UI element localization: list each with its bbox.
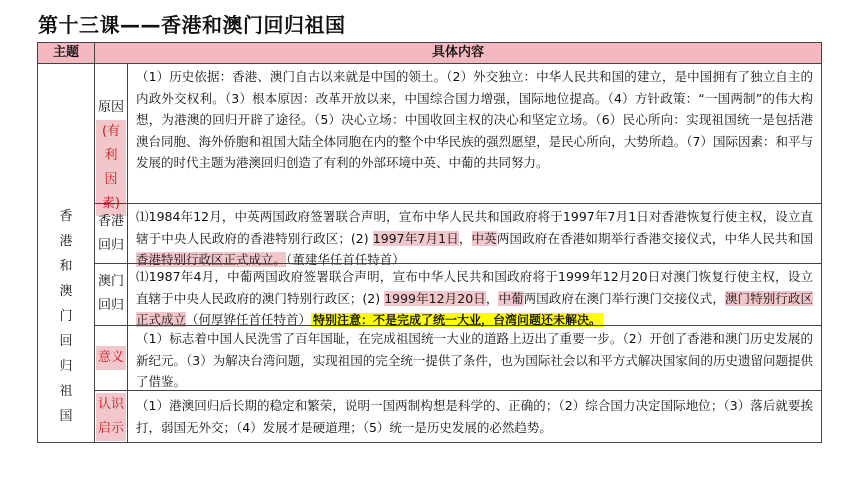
- label-significance: [94, 325, 128, 391]
- significance-content: （1）标志着中国人民洗雪了百年国耻，在完成祖国统一大业的道路上迈出了重要一步。（2）开创了香港和澳门历史发展的新纪元。（3）为解决台湾问题，实现祖国的完全统一提供了条件，也为国际社会以和平方式解决国家间的历史遗留问题提供了借鉴。: [127, 325, 822, 391]
- hk-sep: ，: [458, 230, 472, 246]
- macau-sep: ，: [485, 290, 499, 306]
- summary-table: [37, 42, 822, 443]
- hk-date-highlight: 1997年7月1日: [372, 230, 459, 246]
- macau-party-highlight: 中葡: [498, 290, 524, 306]
- special-note: 特别注意：不是完成了统一大业，台湾问题还未解决。: [313, 313, 602, 327]
- macau-text-a: ⑴1987年4月，中葡两国政府签署联合声明，宣布中华人民共和国政府将于1999年12月20日对澳门恢复行使主权，设立直辖于中央人民政府的澳门特别行政区；(2): [136, 269, 813, 306]
- hk-party-highlight: 中英: [471, 230, 497, 246]
- macau-content: [127, 263, 822, 326]
- reason-label-3: 因素): [96, 168, 126, 216]
- significance-label: 意义: [96, 346, 126, 370]
- hk-text-b: 两国政府在香港如期举行香港交接仪式，中华人民共和国: [496, 230, 813, 246]
- theme-text: 香港和澳门回归祖国: [59, 209, 73, 424]
- reason-label-1: 原因: [97, 100, 124, 115]
- macau-label-2: 回归: [97, 298, 124, 313]
- insight-content: （1）港澳回归后长期的稳定和繁荣，说明一国两制构想是科学的、正确的；（2）综合国力决定国际地位；（3）落后就要挨打，弱国无外交；（4）发展才是硬道理；（5）统一是历史发展的必然趋势。: [127, 390, 822, 443]
- label-macau: [94, 263, 128, 326]
- header-content: 具体内容: [94, 42, 822, 64]
- macau-text-c: （何厚铧任首任特首）: [186, 312, 312, 327]
- page-title: 第十三课——香港和澳门回归祖国: [38, 13, 346, 37]
- hk-label-1: 香港: [97, 214, 124, 229]
- reason-content: （1）历史依据：香港、澳门自古以来就是中国的领土。（2）外交独立：中华人民共和国的建立，是中国拥有了独立自主的内政外交权利。（3）根本原因：改革开放以来，中国综合国力增强，国际地位提高。（4）方针政策：“一国两制”的伟大构想，为港澳的回归开辟了途径。（5）决心立场：中国收回主权的决心和坚定立场。（6）民心所向：实现祖国统一是包括港澳台同胞、海外侨胞和祖国大陆全体同胞在内的整个中华民族的强烈愿望，是民心所向，大势所趋。（7）国际因素：和平与发展的时代主题为港澳回归创造了有利的外部环境中英、中葡的共同努力。: [127, 63, 822, 204]
- hk-text-a: ⑴1984年12月，中英两国政府签署联合声明，宣布中华人民共和国政府将于1997年7月1日对香港恢复行使主权，设立直辖于中央人民政府的香港特别行政区；(2): [136, 209, 813, 246]
- reason-label-2: (有利: [96, 120, 126, 168]
- label-reason: [94, 63, 128, 211]
- header-theme: 主题: [37, 42, 95, 64]
- insight-label-2: 启示: [96, 417, 126, 441]
- hk-region-highlight: 香港特别行政区正式成立。: [136, 252, 287, 267]
- macau-text-b: 两国政府在澳门举行澳门交接仪式，: [523, 290, 725, 306]
- label-hk: [94, 203, 128, 264]
- theme-cell: [37, 63, 95, 443]
- insight-label-1: 认识: [96, 393, 126, 417]
- hk-label-2: 回归: [97, 238, 124, 253]
- hk-text-c: （董建华任首任特首）: [286, 252, 405, 267]
- macau-date-highlight: 1999年12月20日: [384, 290, 486, 306]
- macau-region-highlight: 澳门特别行政区正式成立: [136, 290, 813, 327]
- hk-content: [127, 203, 822, 267]
- macau-label-1: 澳门: [97, 274, 124, 289]
- label-insight: [94, 390, 128, 443]
